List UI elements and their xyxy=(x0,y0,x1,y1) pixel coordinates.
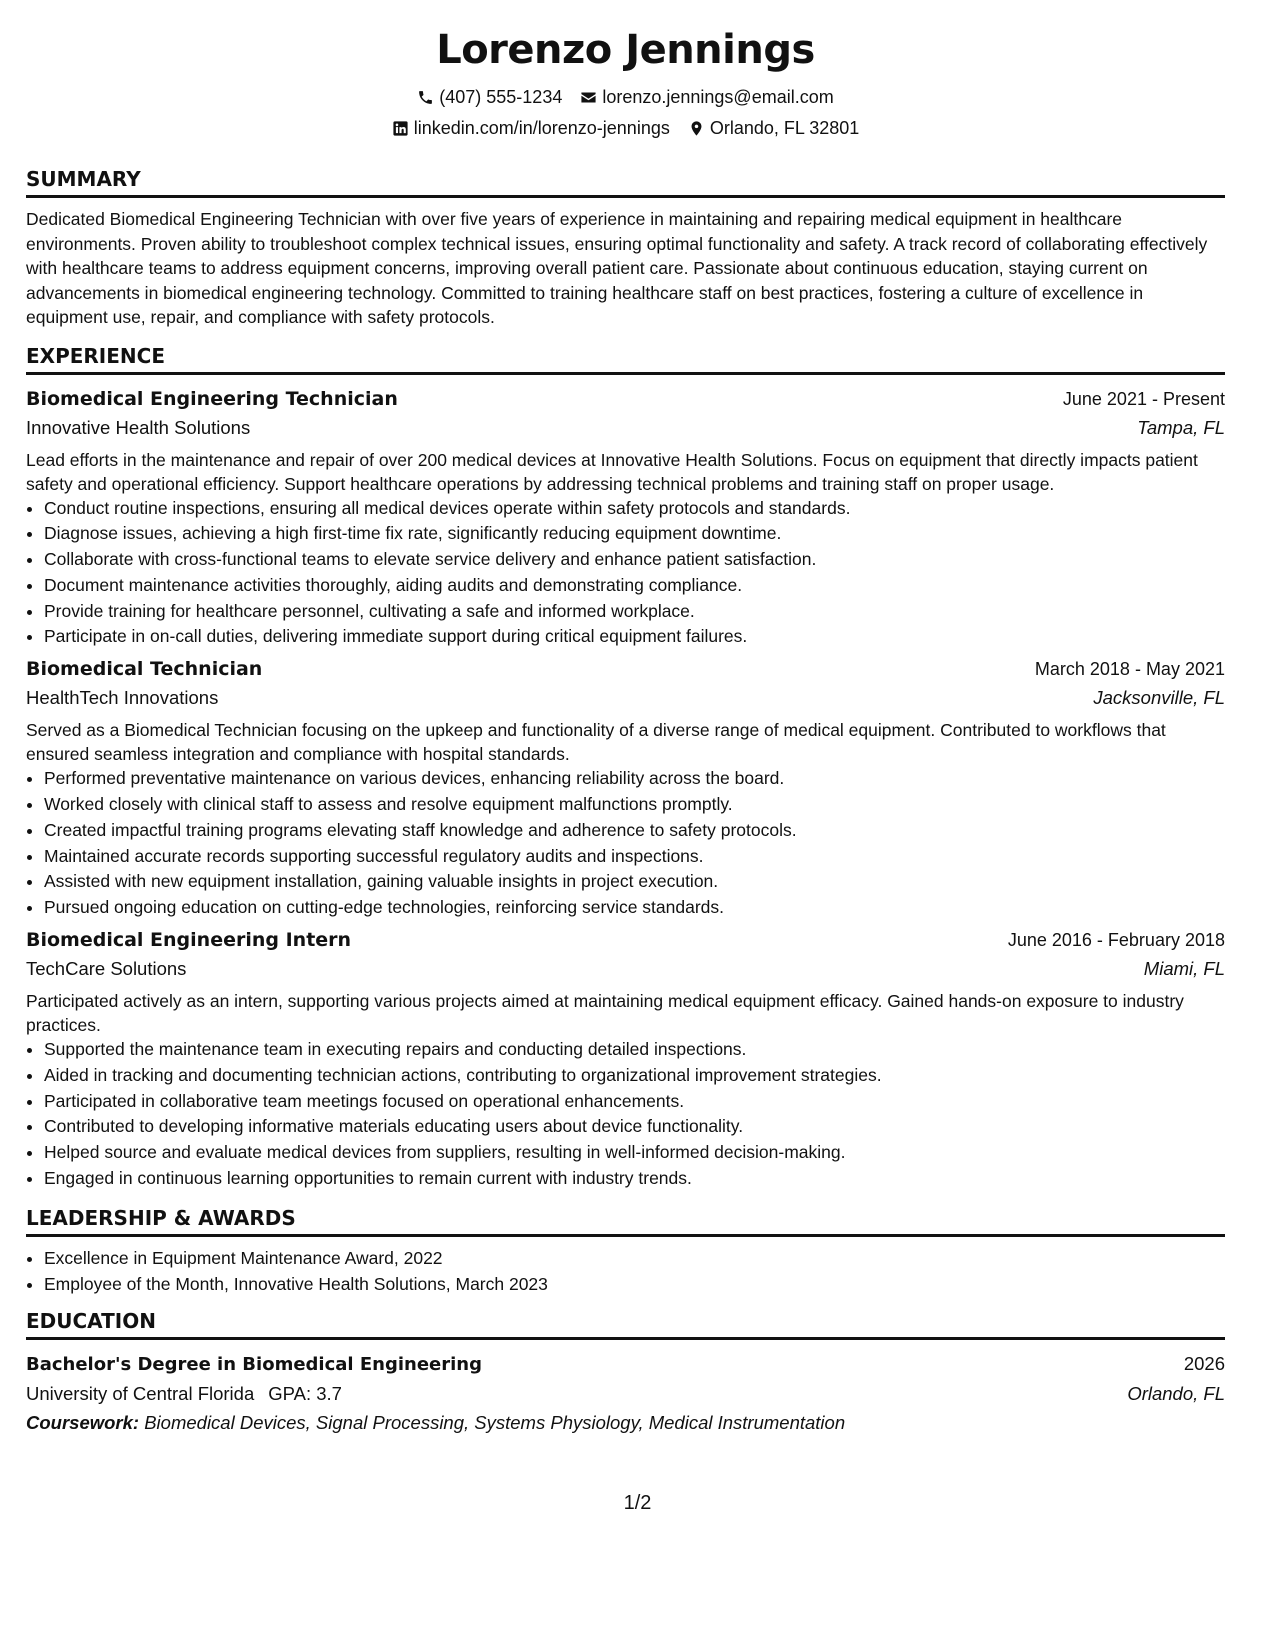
job-location: Tampa, FL xyxy=(1137,416,1225,438)
coursework xyxy=(26,1408,1225,1438)
list-item: • Maintained accurate records supporting successful regulatory audits and inspections. xyxy=(44,844,1225,870)
list-item: • Excellence in Equipment Maintenance Award, 2022 xyxy=(44,1246,1225,1272)
job-description: Participated actively as an intern, supporting various projects aimed at maintaining medical equipment efficacy. Gained hands-on exposure to industry practices. xyxy=(26,991,1184,1036)
awards-section xyxy=(26,1206,1225,1298)
job-location: Miami, FL xyxy=(1143,958,1225,980)
job-subheader xyxy=(26,684,1225,712)
list-item: • Participate in on-call duties, delivering immediate support during critical equipment failures. xyxy=(44,624,1225,650)
summary-text: Dedicated Biomedical Engineering Technician with over five years of experience in maintaining and repairing medical equipment in healthcare environments. Proven ability to troubleshoot complex technical issues, ensuring optimal functionality and safety. A track record of collaborating effectively with healthcare teams to address equipment concerns, improving overall patient care. Passionate about continuous education, staying current on advancements in biomedical engineering technology. Committed to training healthcare staff on best practices, fostering a culture of excellence in equipment use, repair, and compliance with safety protocols. xyxy=(26,209,1208,327)
list-item: • Provide training for healthcare personnel, cultivating a safe and informed workplace. xyxy=(44,599,1225,625)
job-dates: March 2018 - May 2021 xyxy=(1034,659,1225,680)
job-company: HealthTech Innovations xyxy=(26,687,219,709)
location-contact xyxy=(688,117,859,139)
list-item: • Performed preventative maintenance on various devices, enhancing reliability across the board. xyxy=(44,766,1225,792)
list-item: • Created impactful training programs elevating staff knowledge and adherence to safety protocols. xyxy=(44,818,1225,844)
phone-text: (407) 555-1234 xyxy=(439,87,563,107)
section-title-awards: LEADERSHIP & AWARDS xyxy=(26,1206,1225,1237)
job-title: Biomedical Engineering Intern xyxy=(26,929,352,952)
job-header xyxy=(26,384,1225,414)
job-header xyxy=(26,925,1225,955)
list-item: • Diagnose issues, achieving a high first-time fix rate, significantly reducing equipment downtime. xyxy=(44,521,1225,547)
gpa: GPA: 3.7 xyxy=(268,1383,342,1405)
job-title: Biomedical Technician xyxy=(26,658,263,681)
education-header xyxy=(26,1349,1225,1380)
list-item: • Participated in collaborative team meetings focused on operational enhancements. xyxy=(44,1089,1225,1115)
education-section xyxy=(26,1309,1225,1438)
candidate-name: Lorenzo Jennings xyxy=(436,27,815,73)
list-item: • Contributed to developing informative materials educating users about device functionality. xyxy=(44,1114,1225,1140)
map-pin-icon xyxy=(688,120,705,137)
list-item: • Document maintenance activities thoroughly, aiding audits and demonstrating compliance. xyxy=(44,573,1225,599)
job-bullets xyxy=(26,1037,1225,1192)
list-item: • Supported the maintenance team in executing repairs and conducting detailed inspections. xyxy=(44,1037,1225,1063)
linkedin-contact[interactable] xyxy=(392,117,670,139)
job-dates: June 2016 - February 2018 xyxy=(1007,930,1225,951)
list-item: • Worked closely with clinical staff to assess and resolve equipment malfunctions promptly. xyxy=(44,792,1225,818)
job-description: Lead efforts in the maintenance and repair of over 200 medical devices at Innovative Health Solutions. Focus on equipment that directly impacts patient safety and operational efficiency. Support healthcare operations by addressing technical problems and training staff on proper usage. xyxy=(26,449,1198,494)
list-item: • Pursued ongoing education on cutting-edge technologies, reinforcing service standards. xyxy=(44,895,1225,921)
list-item: • Assisted with new equipment installation, gaining valuable insights in project execution. xyxy=(44,869,1225,895)
email-text[interactable]: lorenzo.jennings@email.com xyxy=(602,87,834,107)
job-company: Innovative Health Solutions xyxy=(26,416,251,438)
contact-line-1 xyxy=(26,86,1225,108)
list-item: • Employee of the Month, Innovative Health Solutions, March 2023 xyxy=(44,1272,1225,1298)
job-entry xyxy=(26,925,1225,1192)
coursework-label: Coursework: xyxy=(26,1412,140,1434)
linkedin-icon xyxy=(392,120,409,137)
list-item: • Aided in tracking and documenting technician actions, contributing to organizational improvement strategies. xyxy=(44,1063,1225,1089)
awards-list xyxy=(26,1246,1225,1298)
job-company: TechCare Solutions xyxy=(26,958,187,980)
job-subheader xyxy=(26,414,1225,442)
location-text: Orlando, FL 32801 xyxy=(709,118,860,138)
coursework-list: Biomedical Devices, Signal Processing, Systems Physiology, Medical Instrumentation xyxy=(144,1412,846,1434)
list-item: • Conduct routine inspections, ensuring all medical devices operate within safety protocols and standards. xyxy=(44,496,1225,522)
phone-icon xyxy=(417,89,434,106)
linkedin-text[interactable]: linkedin.com/in/lorenzo-jennings xyxy=(413,118,670,138)
contact-line-2 xyxy=(26,117,1225,139)
envelope-icon xyxy=(580,89,597,106)
job-title: Biomedical Engineering Technician xyxy=(26,387,398,410)
graduation-year: 2026 xyxy=(1183,1353,1225,1375)
job-entry xyxy=(26,384,1225,651)
job-dates: June 2021 - Present xyxy=(1062,388,1225,409)
school-location: Orlando, FL xyxy=(1127,1383,1225,1405)
list-item: • Collaborate with cross-functional teams to elevate service delivery and enhance patient satisfaction. xyxy=(44,547,1225,573)
page-number: 1/2 xyxy=(623,1492,652,1514)
list-item: • Helped source and evaluate medical devices from suppliers, resulting in well-informed decision-making. xyxy=(44,1140,1225,1166)
job-bullets xyxy=(26,496,1225,651)
school-name: University of Central Florida xyxy=(26,1383,255,1405)
phone-contact xyxy=(417,86,562,108)
experience-section xyxy=(26,344,1225,1192)
list-item: • Engaged in continuous learning opportunities to remain current with industry trends. xyxy=(44,1166,1225,1192)
job-description: Served as a Biomedical Technician focusing on the upkeep and functionality of a diverse range of medical equipment. Contributed to workflows that ensured seamless integration and compliance with hospital standards. xyxy=(26,720,1166,765)
section-title-education: EDUCATION xyxy=(26,1309,1225,1340)
school-info xyxy=(26,1380,342,1408)
job-subheader xyxy=(26,955,1225,983)
job-bullets xyxy=(26,766,1225,921)
section-title-experience: EXPERIENCE xyxy=(26,344,1225,375)
section-title-summary: SUMMARY xyxy=(26,167,1225,198)
job-entry xyxy=(26,654,1225,921)
job-location: Jacksonville, FL xyxy=(1093,687,1225,709)
degree-name: Bachelor's Degree in Biomedical Engineering xyxy=(26,1354,482,1376)
job-header xyxy=(26,654,1225,684)
education-subheader xyxy=(26,1380,1225,1408)
email-contact[interactable] xyxy=(580,86,833,108)
summary-section xyxy=(26,167,1225,330)
